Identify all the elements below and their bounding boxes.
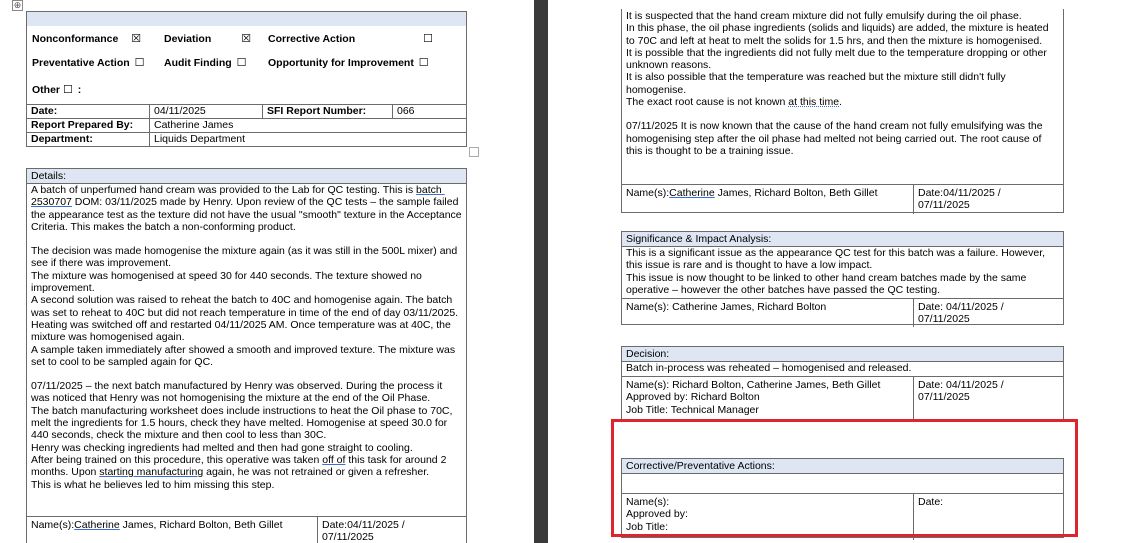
details-paragraph: The mixture was homogenised at speed 30 for 440 seconds. The texture showed no improvement. [31, 269, 425, 295]
audit-finding-checkbox[interactable]: ☐ [236, 57, 247, 69]
date-value[interactable]: 04/11/2025 [150, 105, 263, 119]
opportunity-label: Opportunity for Improvement [268, 57, 414, 69]
deviation-checkbox[interactable]: ☒ [241, 33, 252, 45]
significance-date[interactable]: Date: 04/11/2025 / 07/11/2025 [913, 299, 1008, 327]
details-paragraph: 07/11/2025 – the next batch manufactured by Henry was observed. During the process it was noticed that Henry was not homogenising the mixture at the end of the Oil Phase. [31, 380, 446, 405]
report-info-table [26, 104, 467, 147]
capa-header: Corrective/Preventative Actions: [622, 459, 1063, 474]
significance-line: This is a significant issue as the appearance QC test for this batch was a failure. However, this issue is rare and is thought to have a low impact. [626, 247, 1048, 272]
corrective-action-option[interactable] [268, 32, 433, 45]
prepared-by-label: Report Prepared By: [27, 119, 150, 133]
root-cause-line: It is suspected that the hand cream mixture did not fully emulsify during the oil phase. [626, 10, 1022, 22]
decision-text: Batch in-process was reheated – homogenised and released. [626, 362, 912, 374]
details-paragraph: A second solution was raised to reheat the batch to 40C and homogenise again. The batch was set to reheat to 40C but did not reach temperature in time of the end of day 03/11/2025. Heating was switched off and restarted 04/11/2025 AM. Once temperature was at 40C, the mixture was homogenised again. [31, 294, 461, 344]
details-paragraph: A sample taken immediately after showed a smooth and improved texture. The mixture was set to cool to be sampled again for QC. [31, 343, 459, 368]
preventative-action-checkbox[interactable]: ☐ [134, 57, 145, 69]
decision-signatories[interactable]: Name(s): Richard Bolton, Catherine James, Beth Gillet Approved by: Richard Bolton Job Title: Technical Manager [626, 379, 881, 416]
decision-header: Decision: [622, 347, 1063, 362]
corrective-action-label: Corrective Action [268, 33, 356, 45]
details-paragraph: Henry was checking ingredients had melted and then had gone straight to cooling. [31, 441, 413, 454]
opportunity-option[interactable] [268, 56, 429, 69]
department-label: Department: [27, 133, 150, 147]
highlight-annotation-box [611, 419, 1078, 537]
details-signature-row [27, 516, 466, 543]
department-value[interactable]: Liquids Department [150, 133, 467, 147]
root-cause-names[interactable]: Name(s):Catherine James, Richard Bolton, Beth Gillet [626, 187, 878, 199]
root-cause-signature-row [622, 184, 1063, 214]
significance-names[interactable]: Name(s): Catherine James, Richard Bolton [626, 301, 827, 313]
significance-header: Significance & Impact Analysis: [622, 232, 1063, 247]
root-cause-line: 07/11/2025 It is now known that the cause of the hand cream not fully emulsifying was the homogenising step after the oil phase had melted not being carried out. The root cause of this is thought to be a training issue. [626, 120, 1046, 157]
significance-body[interactable] [622, 247, 1063, 296]
capa-signatories[interactable]: Name(s): Approved by: Job Title: [626, 496, 688, 533]
table-resize-handle[interactable] [469, 147, 479, 157]
details-names[interactable]: Name(s):Catherine James, Richard Bolton, Beth Gillet [31, 519, 283, 531]
document-page-1 [0, 0, 534, 543]
corrective-action-checkbox[interactable]: ☐ [423, 33, 433, 45]
opportunity-checkbox[interactable]: ☐ [418, 57, 429, 69]
capa-date[interactable]: Date: [913, 494, 947, 540]
batch-number-link[interactable]: batch 2530707 [31, 184, 445, 209]
date-label: Date: [27, 105, 150, 119]
off-of-link[interactable]: off of [322, 453, 346, 466]
nonconformance-checkbox[interactable]: ☒ [131, 33, 142, 45]
details-section [26, 168, 467, 543]
at-this-time-link[interactable]: at this time [788, 96, 840, 109]
starting-manufacturing-link[interactable]: starting manufacturing [99, 466, 204, 479]
report-type-section [26, 26, 467, 104]
details-header: Details: [27, 169, 466, 184]
significance-signature-row [622, 298, 1063, 327]
other-colon: : [77, 84, 82, 96]
preventative-action-label: Preventative Action [32, 57, 130, 69]
preventative-action-option[interactable] [32, 56, 144, 69]
significance-section [621, 231, 1064, 325]
details-date[interactable]: Date:04/11/2025 / 07/11/2025 [317, 517, 409, 543]
details-paragraph: The decision was made homogenise the mixture again (as it was still in the 500L mixer) and see if there was improvement. [31, 245, 461, 270]
decision-section [621, 346, 1064, 420]
details-paragraph: The batch manufacturing worksheet does include instructions to heat the Oil phase to 70C, melt the ingredients for 1.5 hours, check they have melted. Homogenise at speed 30.0 for 440 seconds, check the mixture and then cool to less than 30C. [31, 404, 456, 442]
root-cause-line: In this phase, the oil phase ingredients (solids and liquids) are added, the mixture is heated to 70C and left at heat to melt the solids for 1.5 hrs, and then the mixture is homogenised. [626, 22, 1052, 47]
deviation-label: Deviation [164, 33, 212, 45]
root-cause-section [621, 9, 1064, 213]
audit-finding-option[interactable] [164, 56, 246, 69]
details-paragraph: After being trained on this procedure, this operative was taken off of this task for around 2 months. Upon starting manufacturing again, he was not retrained or given a refresher. [31, 453, 450, 479]
details-paragraph: A batch of unperfumed hand cream was provided to the Lab for QC testing. This is batch 2530707 DOM: 03/11/2025 made by Henry. Upon review of the QC tests – the sample failed the appearance test as the texture did not have the usual "smooth" texture in the Acceptance Criteria. This makes the batch a non-conforming product. [31, 184, 465, 233]
other-checkbox[interactable]: ☐ [62, 84, 73, 96]
audit-finding-label: Audit Finding [164, 57, 232, 69]
details-paragraph: This is what he believes led to him missing this step. [31, 478, 275, 491]
table-move-handle-icon[interactable]: ⊕ [13, 0, 22, 10]
deviation-option[interactable] [164, 32, 251, 45]
decision-date[interactable]: Date: 04/11/2025 / 07/11/2025 [913, 377, 1008, 422]
nonconformance-option[interactable] [32, 32, 141, 45]
details-body[interactable] [27, 184, 466, 491]
root-cause-body[interactable] [622, 9, 1063, 157]
sfi-report-number-label: SFI Report Number: [263, 105, 393, 119]
decision-signature-row [622, 376, 1063, 422]
prepared-by-value[interactable]: Catherine James [150, 119, 467, 133]
sfi-report-number-value[interactable]: 066 [393, 105, 467, 119]
root-cause-line: The exact root cause is not known at this time. [626, 96, 842, 109]
root-cause-date[interactable]: Date:04/11/2025 / 07/11/2025 [913, 185, 1005, 214]
other-label: Other [32, 84, 61, 96]
significance-line: This issue is now thought to be linked to other hand cream batches made by the same operative – however the other batches have passed the QC testing. [626, 271, 1030, 296]
root-cause-line: It is possible that the ingredients did not fully melt due to the temperature dropping or other unknown reasons. [626, 46, 1050, 72]
form-title-bar [26, 11, 467, 26]
root-cause-line: It is also possible that the temperature was reached but the mixture still didn't fully homogenise. [626, 71, 1009, 96]
nonconformance-label: Nonconformance [32, 33, 119, 45]
other-option[interactable] [32, 83, 81, 96]
